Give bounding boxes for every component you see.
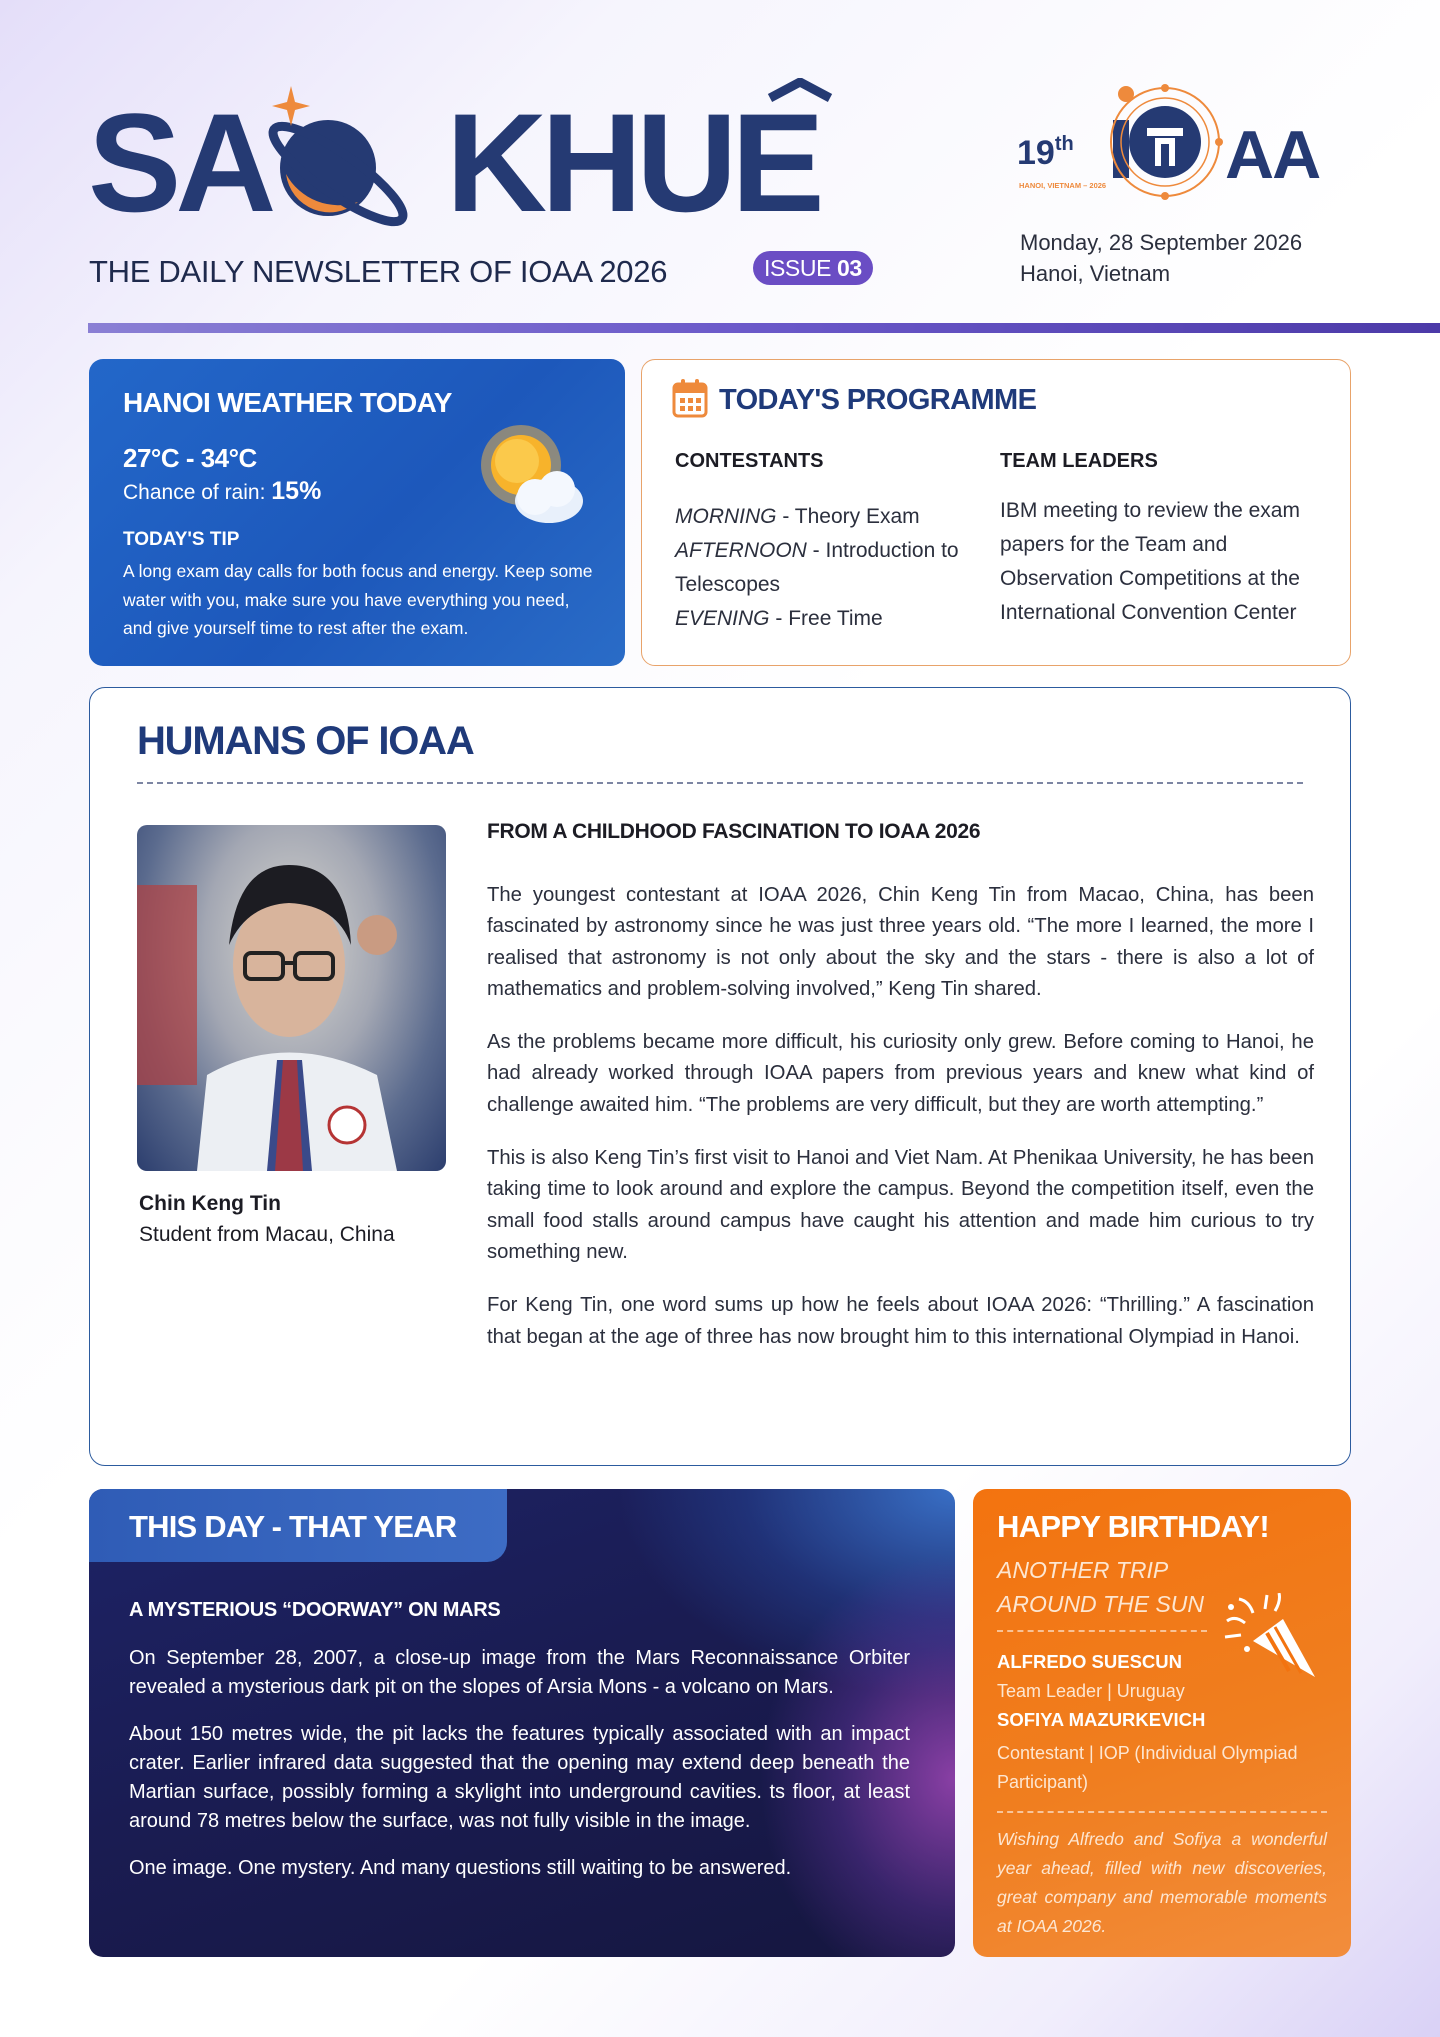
issue-number: 03: [837, 255, 862, 281]
dateline: [1020, 227, 1302, 289]
birthday-role: Contestant | IOP (Individual Olympiad Participant): [997, 1743, 1298, 1792]
logo-edition-suffix: th: [1054, 133, 1074, 155]
birthday-card: [973, 1489, 1351, 1957]
birthday-name: SOFIYA MAZURKEVICH: [997, 1709, 1206, 1730]
calendar-icon: [672, 378, 708, 418]
thisday-headline: A MYSTERIOUS “DOORWAY” ON MARS: [129, 1599, 501, 1621]
section-title: HUMANS OF IOAA: [137, 719, 474, 763]
schedule-item: MORNING - Theory Exam: [675, 505, 920, 528]
tip-text: A long exam day calls for both focus and energy. Keep some water with you, make sure you have everything you need, and give yourself time to rest after the exam.: [123, 561, 593, 638]
leaders-text: IBM meeting to review the exam papers for the Team and Observation Competitions at the International Convention Center: [1000, 499, 1300, 624]
birthday-name: ALFREDO SUESCUN: [997, 1651, 1183, 1672]
header-divider: [88, 323, 1440, 333]
svg-text:AA: AA: [1225, 117, 1320, 193]
tip-title: TODAY'S TIP: [123, 529, 240, 550]
dashed-divider: [997, 1630, 1207, 1632]
planet-icon: [263, 86, 414, 228]
dashed-divider: [137, 782, 1303, 784]
contestant-photo: [137, 825, 446, 1171]
thisday-body: [129, 1644, 910, 1901]
svg-text:KHUE: KHUE: [446, 84, 819, 228]
rain-chance: [123, 477, 321, 506]
newsletter-tagline: THE DAILY NEWSLETTER OF IOAA 2026: [89, 254, 668, 289]
party-popper-icon: [1223, 1593, 1323, 1693]
svg-text:SA: SA: [88, 84, 271, 228]
story-paragraph: This is also Keng Tin’s first visit to Hanoi and Viet Nam. At Phenikaa University, he has been taking time to look around and explore the campus. Beyond the competition itself, even the small food stalls around campus have caught his attention and made him curious to try something new.: [487, 1147, 1314, 1263]
humans-of-ioaa-section: [89, 687, 1351, 1466]
weather-card: [89, 359, 625, 666]
birthday-subtitle: ANOTHER TRIP AROUND THE SUN: [997, 1557, 1205, 1617]
temperature-range: 27°C - 34°C: [123, 443, 257, 473]
rain-value: 15%: [271, 477, 322, 505]
issue-label: ISSUE: [764, 255, 832, 281]
masthead-logo: [88, 78, 888, 228]
birthday-role: Team Leader | Uruguay: [997, 1681, 1185, 1701]
story-title: FROM A CHILDHOOD FASCINATION TO IOAA 2026: [487, 820, 981, 843]
logo-location: HANOI, VIETNAM – 2026: [1019, 181, 1107, 190]
thisday-paragraph: One image. One mystery. And many questions still waiting to be answered.: [129, 1857, 792, 1879]
schedule-item: AFTERNOON - Introduction to Telescopes: [675, 539, 959, 596]
thisday-paragraph: About 150 metres wide, the pit lacks the features typically associated with an impact crater. Earlier infrared data suggested that the opening may extend deep beneath the Martian surface, possibly forming a skylight into underground cavities. ts floor, at least around 78 metres below the surface, was not fully visible in the image.: [129, 1723, 910, 1832]
photo-caption-role: Student from Macau, China: [139, 1223, 395, 1246]
story-paragraph: As the problems became more difficult, his curiosity only grew. Before coming to Hanoi, he had already worked through IOAA papers from previous years and knew what kind of challenge awaited him. “The problems are very difficult, but they are worth attempting.”: [487, 1031, 1314, 1116]
ioaa-logo: [1015, 84, 1355, 202]
story-body: [487, 880, 1314, 1375]
schedule-item: EVENING - Free Time: [675, 607, 883, 630]
this-day-that-year-card: [89, 1489, 955, 1957]
leaders-title: TEAM LEADERS: [1000, 450, 1158, 472]
logo-edition: 19: [1017, 134, 1055, 172]
thisday-title: THIS DAY - THAT YEAR: [129, 1509, 457, 1544]
thisday-paragraph: On September 28, 2007, a close-up image from the Mars Reconnaissance Orbiter revealed a mysterious dark pit on the slopes of Arsia Mons - a volcano on Mars.: [129, 1647, 910, 1698]
sun-cloud-icon: [477, 423, 587, 533]
contestants-title: CONTESTANTS: [675, 450, 824, 472]
birthday-title: HAPPY BIRTHDAY!: [997, 1509, 1269, 1544]
programme-title: TODAY'S PROGRAMME: [719, 384, 1037, 416]
dashed-divider: [997, 1811, 1327, 1813]
rain-label: Chance of rain:: [123, 481, 266, 504]
svg-text:19th: [1017, 133, 1074, 172]
issue-badge: [753, 251, 873, 285]
story-paragraph: For Keng Tin, one word sums up how he feels about IOAA 2026: “Thrilling.” A fascination that began at the age of three has now brought him to this international Olympiad in Hanoi.: [487, 1294, 1314, 1348]
issue-place: Hanoi, Vietnam: [1020, 261, 1171, 286]
weather-title: HANOI WEATHER TODAY: [123, 387, 452, 418]
issue-date: Monday, 28 September 2026: [1020, 230, 1303, 255]
story-paragraph: The youngest contestant at IOAA 2026, Chin Keng Tin from Macao, China, has been fascinated by astronomy since he was just three years old. “The more I learned, the more I realised that astronomy is not only about the sky and the stars - there is also a lot of mathematics and problem-solving involved,” Keng Tin shared.: [487, 884, 1314, 1000]
masthead-wordmark: [88, 78, 888, 228]
birthday-wish: Wishing Alfredo and Sofiya a wonderful year ahead, filled with new discoveries, great company and memorable moments at IOAA 2026.: [997, 1829, 1327, 1936]
programme-card: [641, 359, 1351, 666]
photo-caption-name: Chin Keng Tin: [139, 1192, 281, 1215]
contestants-schedule: [675, 500, 985, 636]
